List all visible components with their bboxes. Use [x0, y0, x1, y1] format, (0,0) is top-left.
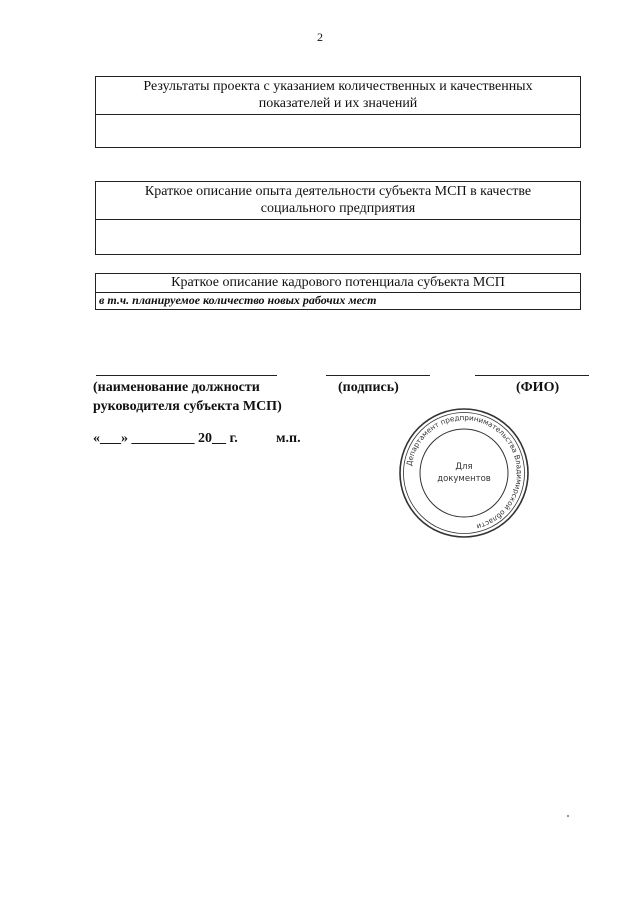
signature-line[interactable]: [326, 375, 430, 376]
stamp-center-line2: документов: [437, 474, 491, 484]
experience-title: Краткое описание опыта деятельности субъекта МСП в качестве социального предприятия: [96, 182, 580, 220]
official-stamp: [399, 408, 529, 538]
position-label-line1: (наименование должности: [93, 380, 260, 395]
stamp-ring-text: Департамент предпринимательства Владимирской области: [404, 412, 525, 532]
experience-field[interactable]: [96, 220, 580, 254]
results-table: [95, 76, 581, 148]
personnel-table: [95, 273, 581, 310]
position-label-line2: руководителя субъекта МСП): [93, 399, 282, 414]
results-field[interactable]: [96, 115, 580, 147]
seal-place-label: м.п.: [276, 431, 301, 446]
stamp-center-line1: Для: [455, 462, 473, 472]
page-number: 2: [317, 30, 323, 44]
position-line[interactable]: [96, 375, 277, 376]
personnel-note: в т.ч. планируемое количество новых рабочих мест: [99, 293, 377, 307]
date-line: «___» _________ 20__ г.: [93, 431, 238, 446]
results-title: Результаты проекта с указанием количественных и качественных показателей и их значений: [96, 77, 580, 115]
personnel-title: Краткое описание кадрового потенциала субъекта МСП: [96, 274, 580, 293]
experience-table: [95, 181, 581, 255]
fio-label: (ФИО): [516, 380, 560, 395]
signature-label: (подпись): [338, 380, 399, 395]
fio-line[interactable]: [475, 375, 589, 376]
scan-speck: [567, 815, 569, 817]
